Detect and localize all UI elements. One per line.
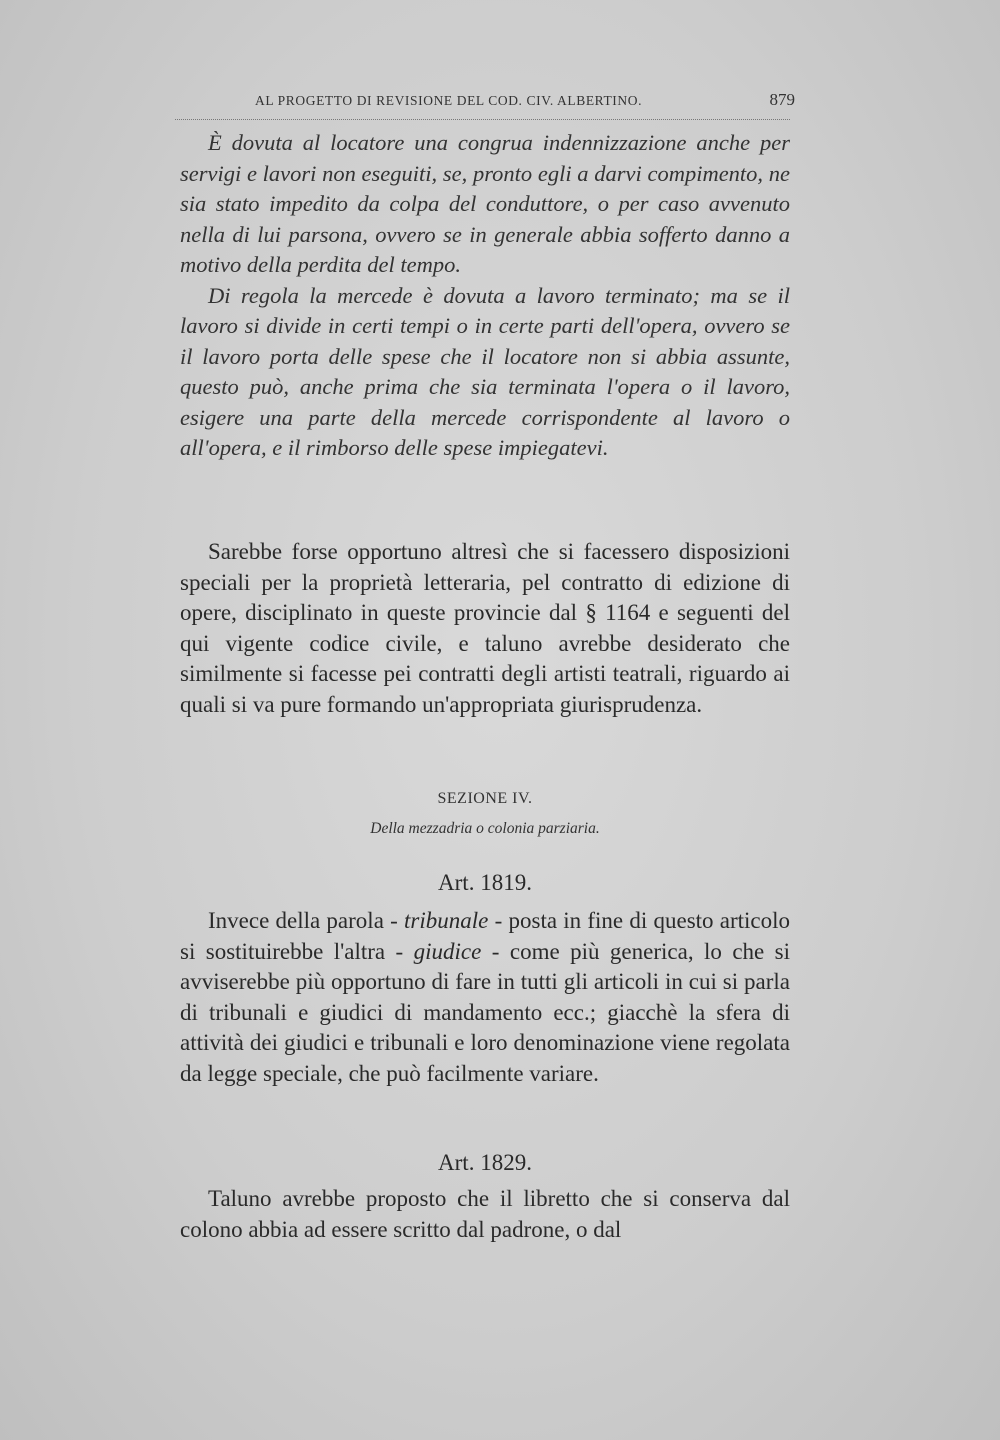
article-1819-text-part-3: - come più generica, lo che si avviserebbe più opportuno di fare in tutti gli articoli in cui si parla di tribunali e giudici di mandamento ecc.; giacchè la sfera di attività dei giudici e tribunali e loro denominazione viene regolata da legge speciale, che può facilmente variare. — [180, 938, 790, 1086]
word-tribunale: tribunale — [404, 908, 489, 933]
article-1829-block — [180, 1184, 790, 1245]
article-1819-block — [180, 906, 790, 1090]
article-heading-1829: Art. 1829. — [438, 1150, 532, 1175]
page-number: 879 — [769, 90, 795, 109]
italic-paragraph-1: È dovuta al locatore una congrua indennizzazione anche per servigi e lavori non eseguiti, se, pronto egli a darvi compimento, ne sia stato impedito da colpa del conduttore, o per caso avvenuto nella di lui parsona, ovvero se in generale abbia sofferto danno a motivo della perdita del tempo. — [180, 130, 790, 277]
header-divider — [175, 119, 790, 120]
article-heading-1819: Art. 1819. — [438, 870, 532, 895]
section-subtitle: Della mezzadria o colonia parziaria. — [370, 820, 600, 837]
word-giudice: giudice — [413, 938, 482, 964]
body-text-block — [180, 537, 790, 721]
italic-paragraph-2: Di regola la mercede è dovuta a lavoro terminato; ma se il lavoro si divide in certi tempi o in certe parti dell'opera, ovvero se il lavoro porta delle spese che il locatore non si abbia assunte, questo può, anche prima che sia terminata l'opera o il lavoro, esigere una parte della mercede corrispondente al lavoro o all'opera, e il rimborso delle spese impiegatevi. — [180, 282, 790, 460]
article-1819-text — [180, 906, 790, 1090]
section-title: SEZIONE IV. — [437, 790, 533, 807]
running-title: AL PROGETTO DI REVISIONE DEL COD. CIV. ALBERTINO. — [255, 93, 643, 108]
body-paragraph: Sarebbe forse opportuno altresì che si facessero disposizioni speciali per la proprietà letteraria, pel contratto di edizione di opere, disciplinato in queste provincie dal § 1164 e seguenti del qui vigente codice civile, e taluno avrebbe desiderato che similmente si facesse pei contratti degli artisti teatrali, riguardo ai quali si va pure formando un'appropriata giurisprudenza. — [180, 539, 790, 717]
article-1819-text-part-1: Invece della parola - — [208, 908, 405, 933]
article-1829-text: Taluno avrebbe proposto che il libretto che si conserva dal colono abbia ad essere scritto dal padrone, o dal — [180, 1186, 790, 1242]
running-header — [255, 90, 795, 110]
article-1819-text-part-2: - posta in fine di questo articolo si sostituirebbe l'altra - — [180, 908, 791, 964]
italic-text-block — [180, 128, 790, 464]
